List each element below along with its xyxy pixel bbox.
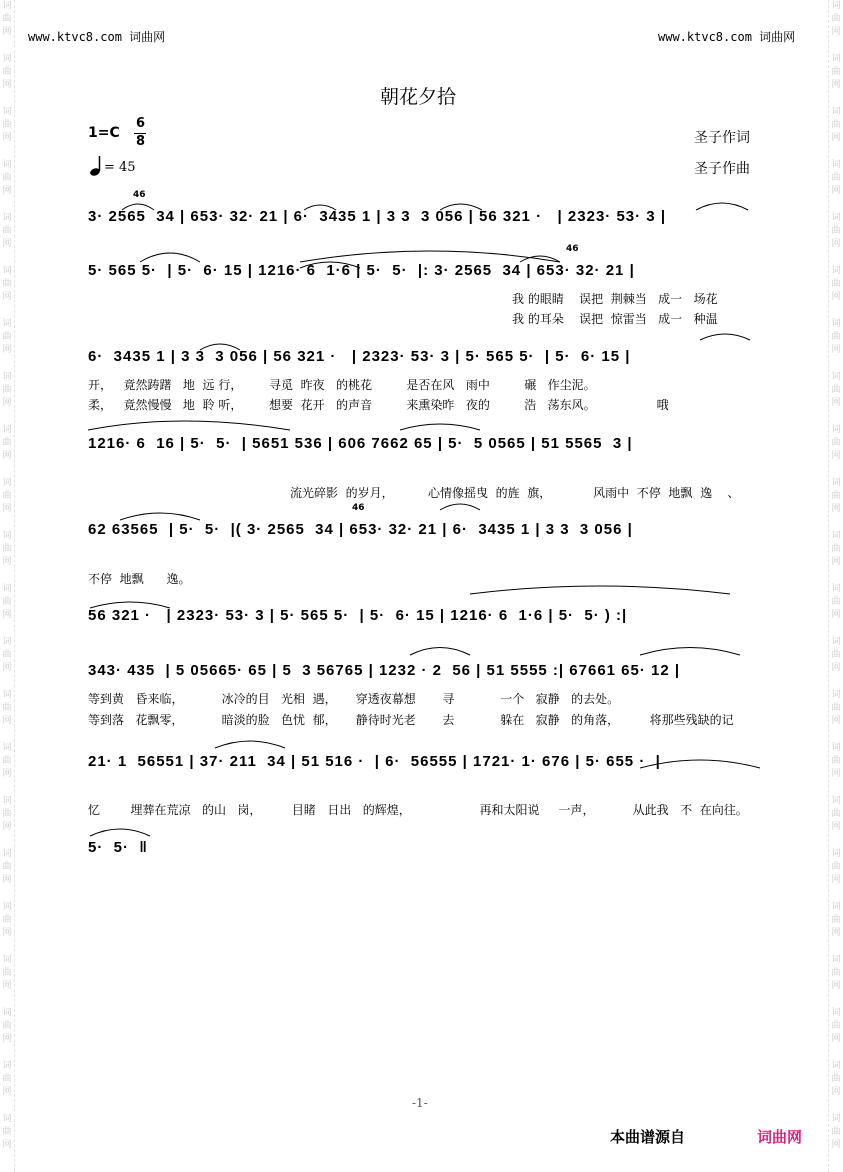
lyrics-line-2-verse-2: 我 的耳朵 误把 惊雷当 成一 种温 — [512, 312, 718, 326]
watermark-glyph: 词 曲 网 — [831, 54, 841, 90]
watermark-glyph: 词 曲 网 — [2, 796, 12, 832]
watermark-glyph: 词 曲 网 — [2, 425, 12, 461]
watermark-glyph: 词 曲 网 — [831, 1114, 841, 1150]
score-line-6: 56 321 · | 2323· 53· 3 | 5· 565 5· | 5· 6· 15 | 1216· 6 1·6 | 5· 5· ) :| — [88, 607, 628, 624]
watermark-glyph: 词 曲 网 — [2, 955, 12, 991]
watermark-glyph: 词 曲 网 — [2, 1, 12, 37]
tempo-value: = 45 — [104, 160, 136, 175]
time-numerator: 6 — [136, 116, 146, 131]
song-title: 朝花夕拾 — [380, 86, 457, 108]
watermark-glyph: 词 曲 网 — [831, 955, 841, 991]
lyrics-line-4: 流光碎影 的岁月， 心情像摇曳 的旌 旗， 风雨中 不停 地飘 逸 、 — [290, 486, 740, 500]
watermark-glyph: 词 曲 网 — [831, 425, 841, 461]
watermark-glyph: 词 曲 网 — [2, 531, 12, 567]
lyrics-line-7-verse-2: 等到落 花飘零， 暗淡的脸 色忧 郁， 静待时光老 去 躲在 寂静 的角落， 将那些残缺的记 — [88, 713, 734, 727]
watermark-glyph: 词 曲 网 — [831, 319, 841, 355]
watermark-glyph: 词 曲 网 — [2, 213, 12, 249]
lyrics-line-2-verse-1: 我 的眼睛 误把 荆棘当 成一 场花 — [512, 292, 718, 306]
ornament-mark: 46 — [352, 503, 365, 513]
score-line-8: 21· 1 56551 | 37· 211 34 | 51 516 · | 6· 56555 | 1721· 1· 676 | 5· 655 · | — [88, 753, 661, 770]
watermark-glyph: 词 曲 网 — [831, 1061, 841, 1097]
lyrics-line-3-verse-1: 开， 竟然踌躇 地 远 行， 寻觅 昨夜 的桃花 是否在风 雨中 碾 作尘泥。 — [88, 378, 596, 392]
ornament-mark: 46 — [133, 190, 146, 200]
watermark-glyph: 词 曲 网 — [2, 1061, 12, 1097]
watermark-glyph: 词 曲 网 — [2, 690, 12, 726]
watermark-glyph: 词 曲 网 — [2, 266, 12, 302]
ornament-mark: 46 — [566, 244, 579, 254]
watermark-glyph: 词 曲 网 — [2, 319, 12, 355]
lyricist-credit: 圣子作词 — [694, 130, 750, 146]
page-number: -1- — [412, 1096, 428, 1110]
source-label: 本曲谱源自 — [610, 1128, 686, 1146]
key-signature: 1=C — [88, 125, 120, 141]
watermark-glyph: 词 曲 网 — [831, 107, 841, 143]
watermark-glyph: 词 曲 网 — [831, 796, 841, 832]
watermark-glyph: 词 曲 网 — [2, 902, 12, 938]
watermark-glyph: 词 曲 网 — [831, 849, 841, 885]
watermark-glyph: 词 曲 网 — [831, 160, 841, 196]
watermark-glyph: 词 曲 网 — [831, 690, 841, 726]
score-line-5: 62 63565 | 5· 5· |( 3· 2565 34 | 653· 32· 21 | 6· 3435 1 | 3 3 3 056 | — [88, 521, 633, 538]
score-line-7: 343· 435 | 5 05665· 65 | 5 3 56765 | 1232 · 2 56 | 51 5555 :| 67661 65· 12 | — [88, 662, 681, 679]
score-line-4: 1216· 6 16 | 5· 5· | 5651 536 | 606 7662 65 | 5· 5 0565 | 51 5565 3 | — [88, 435, 633, 452]
watermark-glyph: 词 曲 网 — [831, 372, 841, 408]
watermark-glyph: 词 曲 网 — [831, 1, 841, 37]
header-site-right[interactable]: www.ktvc8.com 词曲网 — [658, 30, 796, 44]
score-line-1: 3· 2565 34 | 653· 32· 21 | 6· 3435 1 | 3 3 3 056 | 56 321 · | 2323· 53· 3 | — [88, 208, 667, 225]
score-line-3: 6· 3435 1 | 3 3 3 056 | 56 321 · | 2323· 53· 3 | 5· 565 5· | 5· 6· 15 | — [88, 348, 631, 365]
time-denominator: 8 — [136, 134, 146, 149]
watermark-glyph: 词 曲 网 — [2, 849, 12, 885]
watermark-glyph: 词 曲 网 — [2, 1114, 12, 1150]
composer-credit: 圣子作曲 — [694, 161, 750, 177]
watermark-glyph: 词 曲 网 — [831, 531, 841, 567]
watermark-glyph: 词 曲 网 — [831, 266, 841, 302]
watermark-glyph: 词 曲 网 — [2, 743, 12, 779]
watermark-glyph: 词 曲 网 — [2, 160, 12, 196]
watermark-glyph: 词 曲 网 — [2, 584, 12, 620]
watermark-glyph: 词 曲 网 — [2, 637, 12, 673]
lyrics-line-8: 忆 埋葬在荒凉 的山 岗， 目睹 日出 的辉煌， 再和太阳说 一声， 从此我 不 在向往。 — [88, 803, 748, 817]
watermark-glyph: 词 曲 网 — [2, 54, 12, 90]
header-site-left[interactable]: www.ktvc8.com 词曲网 — [28, 30, 166, 44]
lyrics-line-3-verse-2: 柔， 竟然慢慢 地 聆 听， 想要 花开 的声音 来熏染昨 夜的 浩 荡东风。 哦 — [88, 398, 669, 412]
score-line-2: 5· 565 5· | 5· 6· 15 | 1216· 6 1·6 | 5· 5· |: 3· 2565 34 | 653· 32· 21 | — [88, 262, 635, 279]
watermark-glyph: 词 曲 网 — [2, 107, 12, 143]
watermark-glyph: 词 曲 网 — [831, 902, 841, 938]
watermark-glyph: 词 曲 网 — [831, 743, 841, 779]
watermark-glyph: 词 曲 网 — [831, 213, 841, 249]
watermark-glyph: 词 曲 网 — [831, 1008, 841, 1044]
watermark-glyph: 词 曲 网 — [831, 478, 841, 514]
watermark-glyph: 词 曲 网 — [831, 637, 841, 673]
source-site-logo[interactable]: 词曲网 — [757, 1128, 803, 1146]
watermark-glyph: 词 曲 网 — [2, 1008, 12, 1044]
watermark-glyph: 词 曲 网 — [831, 584, 841, 620]
watermark-glyph: 词 曲 网 — [2, 478, 12, 514]
lyrics-line-5: 不停 地飘 逸。 — [88, 572, 191, 586]
watermark-glyph: 词 曲 网 — [2, 372, 12, 408]
score-line-9: 5· 5· ‖ — [88, 839, 148, 856]
lyrics-line-7-verse-1: 等到黄 昏来临， 冰冷的目 光相 遇， 穿透夜幕想 寻 一个 寂静 的去处。 — [88, 692, 620, 706]
